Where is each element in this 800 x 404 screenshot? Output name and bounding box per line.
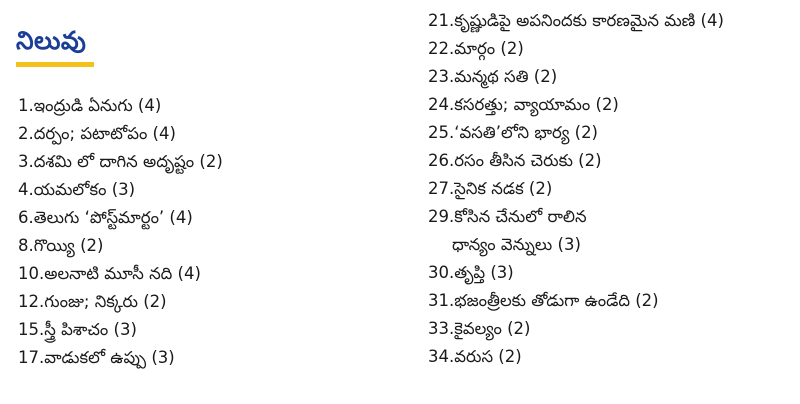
- clue-text: గొయ్యి (2): [33, 236, 104, 255]
- clue-text: స్త్రీ పిశాచం (3): [44, 320, 137, 339]
- clue-item: [18, 92, 223, 120]
- clue-text: రసం తీసిన చెరుకు (2): [454, 151, 602, 170]
- clue-item: [18, 176, 223, 204]
- clue-item: [18, 148, 223, 176]
- clue-item: [18, 204, 223, 232]
- clue-number: 25.: [428, 123, 455, 142]
- clue-item: [18, 232, 223, 260]
- clue-number: 6.: [18, 208, 34, 227]
- clue-item: [18, 288, 223, 316]
- clue-text: తెలుగు ‘పోస్ట్‌మార్టం’ (4): [33, 208, 193, 227]
- clue-item: [428, 7, 724, 35]
- clue-item: [18, 120, 223, 148]
- clue-text: యమలోకం (3): [33, 180, 136, 199]
- clue-item: [18, 260, 223, 288]
- clue-number: 26.: [428, 151, 455, 170]
- clue-number: 24.: [428, 95, 455, 114]
- clue-number: 21.: [428, 11, 455, 30]
- clue-item: [428, 175, 724, 203]
- clue-item: [428, 203, 724, 231]
- clue-number: 22.: [428, 39, 455, 58]
- clue-text: కోసిన చేనులో రాలిన: [454, 207, 587, 226]
- clue-text: వాడుకలో ఉప్పు (3): [44, 348, 175, 367]
- clue-item: [18, 344, 223, 372]
- clue-text: సైనిక నడక (2): [454, 179, 553, 198]
- clue-item: [428, 147, 724, 175]
- clue-number: 34.: [428, 347, 455, 366]
- clue-number: 2.: [18, 124, 34, 143]
- clue-number: 10.: [18, 264, 45, 283]
- heading-underline: [16, 62, 94, 67]
- clue-item: [428, 35, 724, 63]
- clue-number: 31.: [428, 291, 455, 310]
- clue-list-right: [428, 7, 724, 371]
- clue-number: 4.: [18, 180, 34, 199]
- clue-number: 33.: [428, 319, 455, 338]
- clue-text: ధాన్యం వెన్నులు (3): [452, 235, 581, 254]
- clue-text: తృప్తి (3): [454, 263, 514, 282]
- clue-item: [428, 91, 724, 119]
- clue-text: దశమి లో దాగిన అదృష్టం (2): [33, 152, 223, 171]
- clue-item: [428, 259, 724, 287]
- clue-text: కసరత్తు; వ్యాయామం (2): [454, 95, 619, 114]
- section-heading: [16, 24, 94, 67]
- clue-number: 30.: [428, 263, 455, 282]
- clue-number: 29.: [428, 207, 455, 226]
- clue-text: ఇంద్రుడి ఏనుగు (4): [33, 96, 162, 115]
- clue-number: 12.: [18, 292, 45, 311]
- clue-number: 1.: [18, 96, 34, 115]
- clue-item: [428, 287, 724, 315]
- clue-item: [428, 63, 724, 91]
- clue-item-continuation: [428, 231, 724, 259]
- clue-item: [428, 119, 724, 147]
- clue-item: [428, 315, 724, 343]
- clue-text: అలనాటి మూసీ నది (4): [44, 264, 201, 283]
- clue-item: [18, 316, 223, 344]
- clue-item: [428, 343, 724, 371]
- clue-text: వరుస (2): [454, 347, 522, 366]
- clue-number: 27.: [428, 179, 455, 198]
- clue-number: 3.: [18, 152, 34, 171]
- clue-list-left: [18, 92, 223, 372]
- clue-number: 17.: [18, 348, 45, 367]
- clue-text: గుంజు; నిక్కరు (2): [44, 292, 167, 311]
- clue-number: 8.: [18, 236, 34, 255]
- clue-text: కృష్ణుడిపై అపనిందకు కారణమైన మణి (4): [454, 11, 724, 30]
- clue-text: మన్మథ సతి (2): [454, 67, 558, 86]
- section-title: నిలువు: [16, 26, 87, 55]
- clue-text: భజంత్రీలకు తోడుగా ఉండేది (2): [454, 291, 659, 310]
- clue-number: 15.: [18, 320, 45, 339]
- clue-text: మార్గం (2): [454, 39, 524, 58]
- clue-text: దర్పం; పటాటోపం (4): [33, 124, 176, 143]
- clue-number: 23.: [428, 67, 455, 86]
- clue-text: కైవల్యం (2): [454, 319, 531, 338]
- clue-text: ‘వసతి’లోని భార్య (2): [454, 123, 598, 142]
